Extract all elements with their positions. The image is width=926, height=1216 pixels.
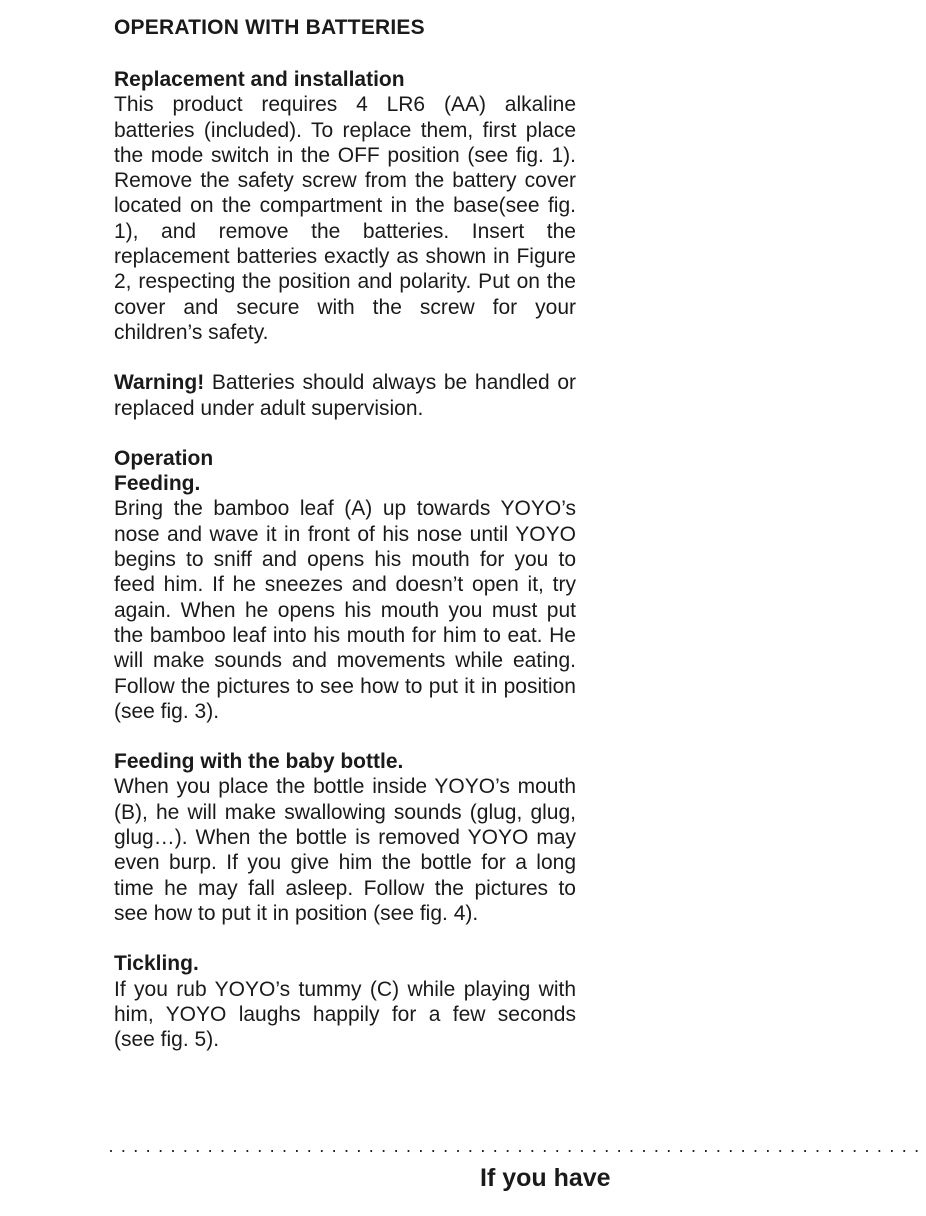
- spacer: [114, 421, 576, 446]
- spacer: [114, 724, 576, 749]
- bottle-paragraph: When you place the bottle inside YOYO’s mouth (B), he will make swallowing sounds (glug, glug, glug…). When the bottle is removed YOYO may even burp. If you give him the bottle for a long time he may fall asleep. Follow the pictures to see how to put it in position (see fig. 4).: [114, 775, 576, 925]
- tickling-paragraph: If you rub YOYO’s tummy (C) while playing with him, YOYO laughs happily for a few seconds (see fig. 5).: [114, 977, 576, 1052]
- feeding-paragraph: Bring the bamboo leaf (A) up towards YOYO’s nose and wave it in front of his nose until YOYO begins to sniff and opens his mouth for you to feed him. If he sneezes and doesn’t open it, try again. When he opens his mouth you must put the bamboo leaf into his mouth for him to eat. He will make sounds and movements while eating. Follow the pictures to see how to put it in position (see fig. 3).: [114, 497, 576, 723]
- replacement-paragraph: This product requires 4 LR6 (AA) alkaline batteries (included). To replace them, first place the mode switch in the OFF position (see fig. 1). Remove the safety screw from the battery cover located on the compartment in the base(see fig. 1), and remove the batteries. Insert the replacement batteries exactly as shown in Figure 2, respecting the position and polarity. Put on the cover and secure with the screw for your children’s safety.: [114, 93, 576, 344]
- bottle-heading: Feeding with the baby bottle.: [114, 750, 404, 774]
- warning-text: Batteries should always be handled or replaced under adult supervision.: [114, 371, 576, 420]
- spacer: [114, 42, 576, 67]
- manual-page: [114, 14, 576, 1052]
- replacement-heading: Replacement and installation: [114, 68, 405, 91]
- feeding-heading: Feeding.: [114, 472, 201, 496]
- footer-heading: If you have: [480, 1164, 611, 1192]
- warning-label: Warning!: [114, 371, 205, 395]
- dotted-divider: ··································································: [108, 1140, 926, 1160]
- tickling-heading: Tickling.: [114, 952, 199, 976]
- warning-paragraph: [114, 370, 576, 421]
- spacer: [114, 345, 576, 370]
- operation-heading: Operation: [114, 446, 214, 470]
- spacer: [114, 926, 576, 951]
- section-title: OPERATION WITH BATTERIES: [114, 16, 425, 39]
